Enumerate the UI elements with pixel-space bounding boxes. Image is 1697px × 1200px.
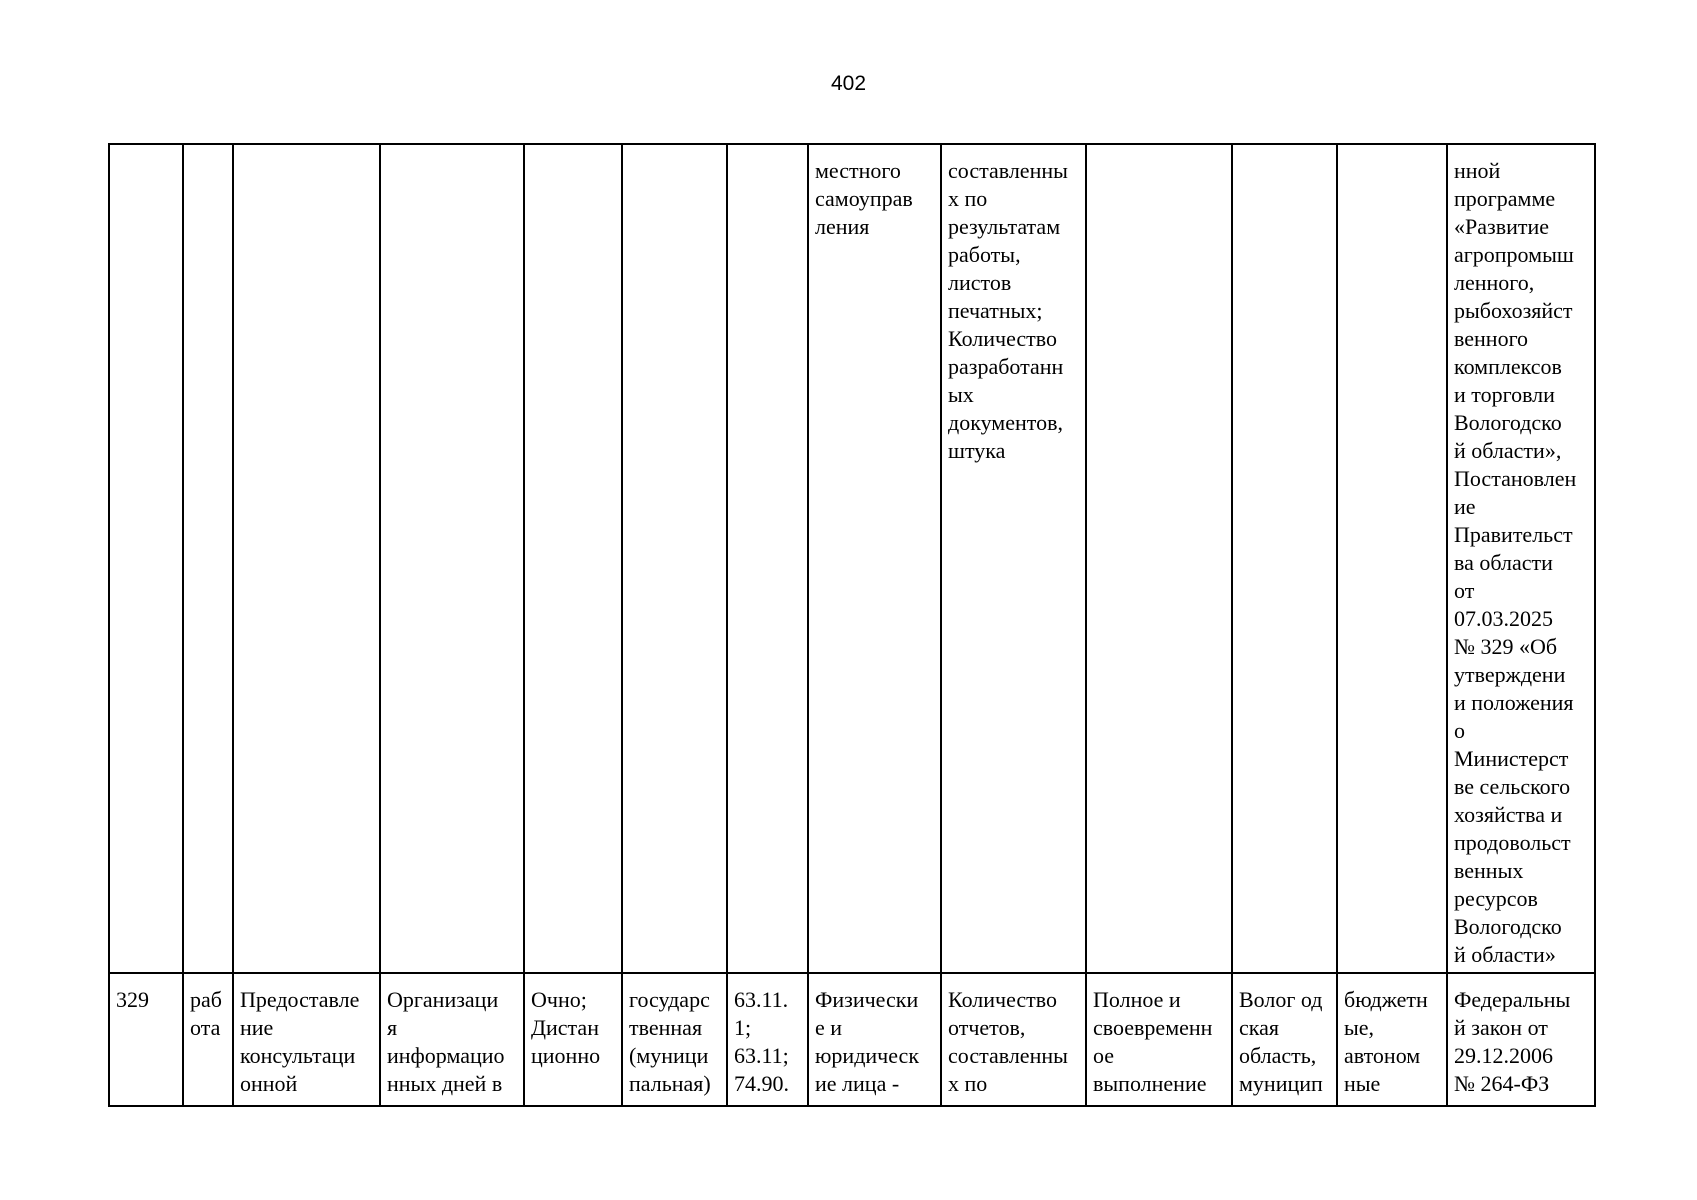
cell-content — [380, 144, 524, 973]
table-row — [109, 144, 1595, 973]
cell-legal-basis: Федеральны й закон от 29.12.2006 № 264-ФЗ — [1447, 973, 1595, 1106]
table-row — [109, 973, 1595, 1106]
cell-quality: Полное и своевременн ое выполнение — [1086, 973, 1232, 1106]
cell-quality — [1086, 144, 1232, 973]
cell-form: Очно; Дистан ционно — [524, 973, 622, 1106]
cell-institutions: бюджетн ые, автоном ные — [1337, 973, 1447, 1106]
cell-consumers: местного самоуправ ления — [808, 144, 941, 973]
cell-indicators: Количество отчетов, составленны х по — [941, 973, 1086, 1106]
cell-territory: Волог од ская область, муницип — [1232, 973, 1337, 1106]
cell-type: раб ота — [183, 973, 233, 1106]
cell-institutions — [1337, 144, 1447, 973]
cell-service-name — [233, 144, 380, 973]
cell-legal-basis: нной программе «Развитие агропромыш ленного, рыбохозяйст венного комплексов и торговли Вологодско й области», Постановлен ие Правительст ва области от 07.03.2025 № 329 «Об утверждени и положения о Министерст ве сельского хозяйства и продовольст венных ресурсов Вологодско й области» — [1447, 144, 1595, 973]
cell-ownership — [622, 144, 727, 973]
cell-service-name: Предоставле ние консультаци онной — [233, 973, 380, 1106]
cell-ownership: государс твенная (муници пальная) — [622, 973, 727, 1106]
cell-codes: 63.11. 1; 63.11; 74.90. — [727, 973, 808, 1106]
cell-content: Организаци я информацио нных дней в — [380, 973, 524, 1106]
cell-territory — [1232, 144, 1337, 973]
cell-consumers: Физически е и юридическ ие лица - — [808, 973, 941, 1106]
cell-form — [524, 144, 622, 973]
cell-number — [109, 144, 183, 973]
cell-type — [183, 144, 233, 973]
cell-codes — [727, 144, 808, 973]
page-number: 402 — [830, 72, 867, 95]
cell-indicators: составленны х по результатам работы, листов печатных; Количество разработанн ых документов, штука — [941, 144, 1086, 973]
cell-number: 329 — [109, 973, 183, 1106]
document-table — [108, 143, 1596, 1107]
